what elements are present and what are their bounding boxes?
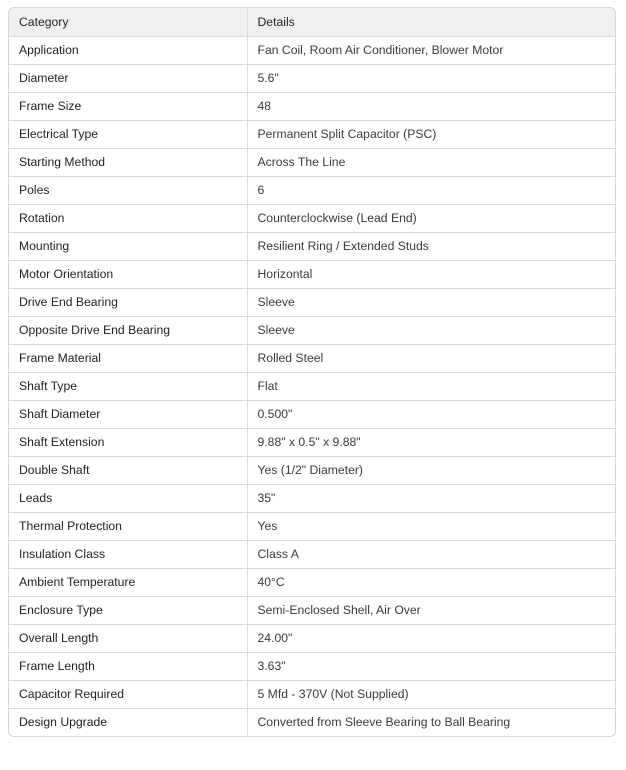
row-category: Capacitor Required	[9, 680, 247, 708]
table-row	[9, 120, 615, 148]
table-row	[9, 456, 615, 484]
row-category: Ambient Temperature	[9, 568, 247, 596]
header-category: Category	[9, 8, 247, 36]
spec-table-body	[9, 36, 615, 736]
row-category: Shaft Type	[9, 372, 247, 400]
row-details: Sleeve	[247, 316, 615, 344]
row-details: Flat	[247, 372, 615, 400]
row-details: 24.00"	[247, 624, 615, 652]
row-details: 35"	[247, 484, 615, 512]
row-details: 48	[247, 92, 615, 120]
row-category: Opposite Drive End Bearing	[9, 316, 247, 344]
table-row	[9, 708, 615, 736]
row-category: Overall Length	[9, 624, 247, 652]
row-category: Thermal Protection	[9, 512, 247, 540]
table-row	[9, 204, 615, 232]
row-category: Frame Length	[9, 652, 247, 680]
row-details: Yes (1/2" Diameter)	[247, 456, 615, 484]
header-details: Details	[247, 8, 615, 36]
table-row	[9, 36, 615, 64]
row-category: Mounting	[9, 232, 247, 260]
table-row	[9, 148, 615, 176]
row-details: Across The Line	[247, 148, 615, 176]
row-details: 3.63"	[247, 652, 615, 680]
row-details: Sleeve	[247, 288, 615, 316]
row-category: Starting Method	[9, 148, 247, 176]
table-row	[9, 64, 615, 92]
row-details: Yes	[247, 512, 615, 540]
row-details: Permanent Split Capacitor (PSC)	[247, 120, 615, 148]
table-row	[9, 428, 615, 456]
table-row	[9, 232, 615, 260]
table-row	[9, 680, 615, 708]
row-category: Motor Orientation	[9, 260, 247, 288]
row-category: Shaft Diameter	[9, 400, 247, 428]
row-details: 40°C	[247, 568, 615, 596]
row-details: 6	[247, 176, 615, 204]
table-row	[9, 596, 615, 624]
table-row	[9, 652, 615, 680]
row-details: 5.6"	[247, 64, 615, 92]
row-category: Insulation Class	[9, 540, 247, 568]
row-category: Frame Size	[9, 92, 247, 120]
table-row	[9, 344, 615, 372]
row-details: 5 Mfd - 370V (Not Supplied)	[247, 680, 615, 708]
row-category: Frame Material	[9, 344, 247, 372]
row-details: 0.500"	[247, 400, 615, 428]
row-category: Rotation	[9, 204, 247, 232]
row-category: Shaft Extension	[9, 428, 247, 456]
table-row	[9, 316, 615, 344]
spec-table-header	[9, 8, 615, 36]
row-details: Semi-Enclosed Shell, Air Over	[247, 596, 615, 624]
row-category: Electrical Type	[9, 120, 247, 148]
row-category: Diameter	[9, 64, 247, 92]
spec-table	[9, 8, 615, 736]
table-row	[9, 568, 615, 596]
table-row	[9, 484, 615, 512]
row-details: Resilient Ring / Extended Studs	[247, 232, 615, 260]
table-row	[9, 540, 615, 568]
table-row	[9, 400, 615, 428]
row-category: Drive End Bearing	[9, 288, 247, 316]
table-row	[9, 92, 615, 120]
row-category: Double Shaft	[9, 456, 247, 484]
row-category: Design Upgrade	[19, 715, 108, 730]
row-details: Counterclockwise (Lead End)	[247, 204, 615, 232]
table-row	[9, 176, 615, 204]
header-row	[9, 8, 615, 36]
table-row	[9, 512, 615, 540]
spec-table-container	[8, 7, 616, 737]
row-details: Rolled Steel	[247, 344, 615, 372]
table-row	[9, 260, 615, 288]
row-details: Converted from Sleeve Bearing to Ball Bearing	[247, 708, 615, 736]
row-details: Horizontal	[247, 260, 615, 288]
row-details: Fan Coil, Room Air Conditioner, Blower Motor	[247, 36, 615, 64]
table-row	[9, 372, 615, 400]
row-details: 9.88" x 0.5" x 9.88"	[247, 428, 615, 456]
table-row	[9, 288, 615, 316]
row-category: Leads	[9, 484, 247, 512]
row-category: Poles	[9, 176, 247, 204]
row-category: Enclosure Type	[9, 596, 247, 624]
row-category: Application	[9, 36, 247, 64]
row-details: Class A	[247, 540, 615, 568]
table-row	[9, 624, 615, 652]
